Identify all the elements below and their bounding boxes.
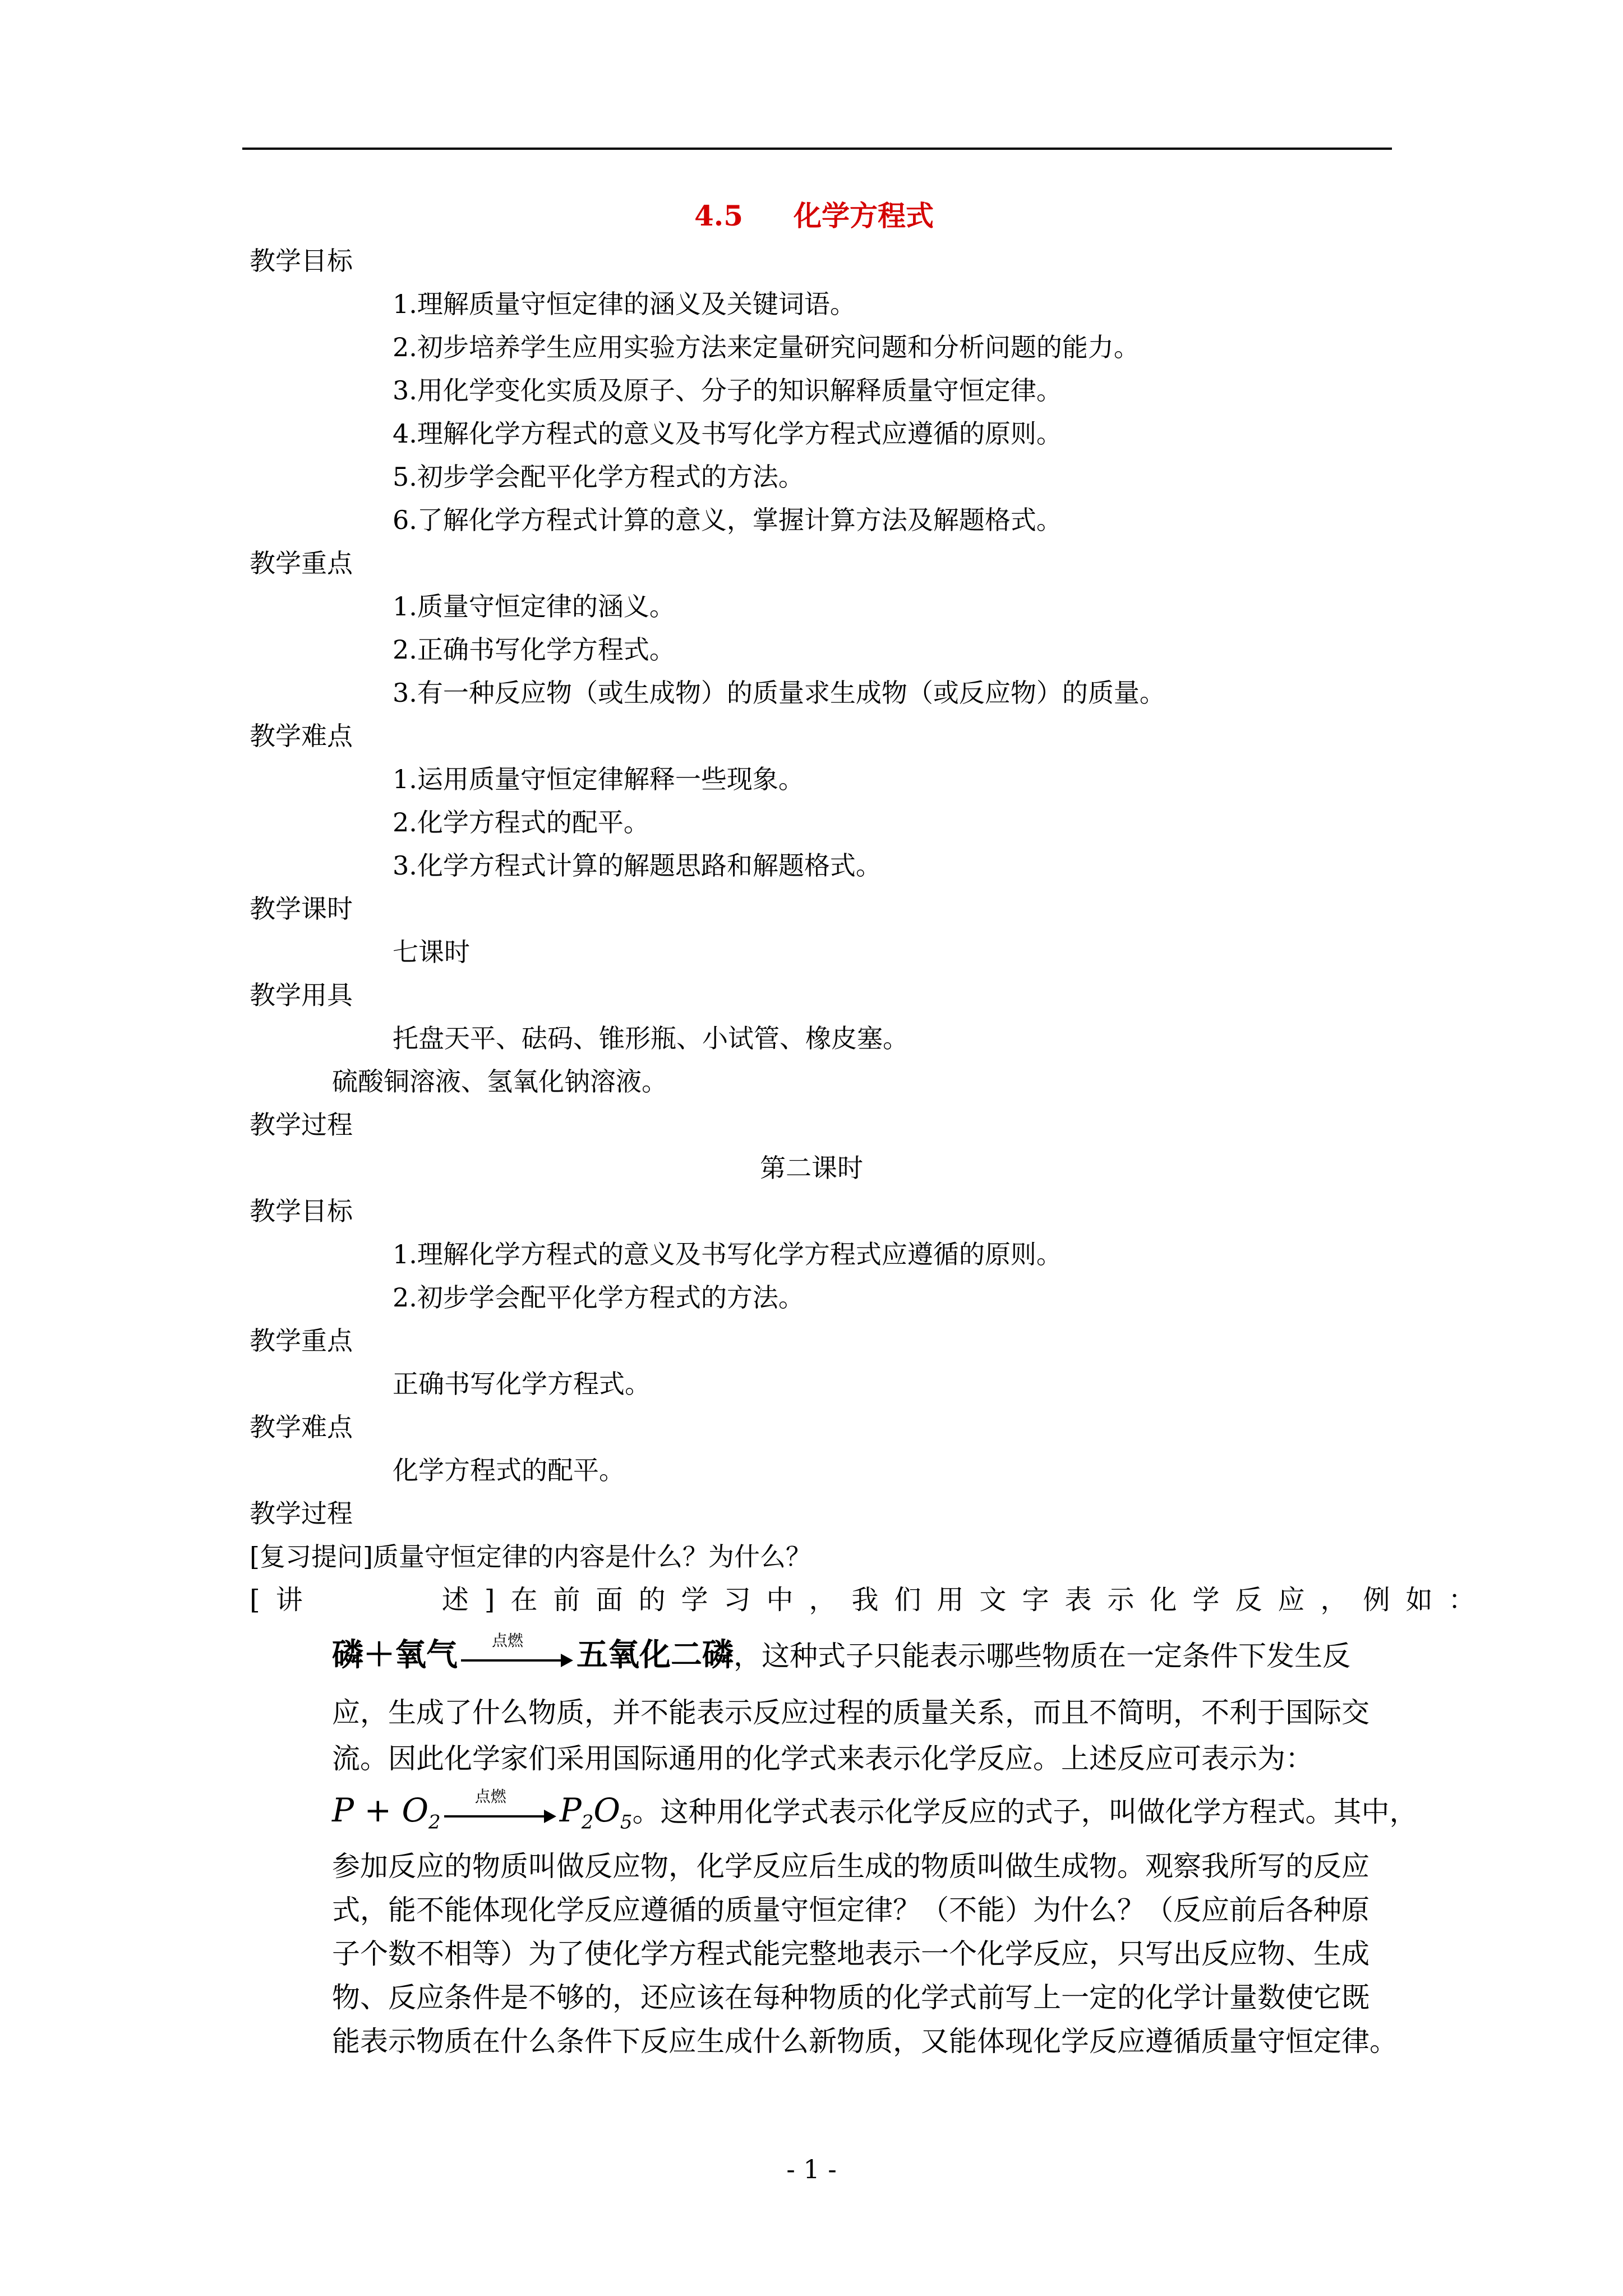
list-item: 4.理解化学方程式的意义及书写化学方程式应遵循的原则。	[393, 418, 1062, 449]
header-rule	[242, 148, 1392, 150]
reaction-arrow-icon	[444, 1787, 556, 1825]
section-heading: 教学过程	[250, 1498, 353, 1529]
list-item: 2.初步学会配平化学方程式的方法。	[393, 1282, 804, 1313]
section-heading: 教学用具	[250, 980, 353, 1010]
list-item: 硫酸铜溶液、氢氧化钠溶液。	[332, 1066, 667, 1097]
paragraph-line: 子个数不相等）为了使化学方程式能完整地表示一个化学反应，只写出反应物、生成	[332, 1938, 1370, 1970]
list-item: 1.运用质量守恒定律解释一些现象。	[393, 764, 804, 794]
page-number: - 1 -	[786, 2154, 837, 2184]
list-item: 正确书写化学方程式。	[393, 1369, 651, 1399]
list-item: 2.正确书写化学方程式。	[393, 634, 675, 665]
section-heading: 教学目标	[250, 1196, 353, 1226]
list-item: 5.初步学会配平化学方程式的方法。	[393, 462, 804, 492]
list-item: 托盘天平、砝码、锥形瓶、小试管、橡皮塞。	[393, 1023, 909, 1053]
review-question: [复习提问]质量守恒定律的内容是什么？为什么？	[250, 1542, 811, 1572]
word-equation-line	[332, 1631, 1350, 1677]
paragraph-line: 能表示物质在什么条件下反应生成什么新物质，又能体现化学反应遵循质量守恒定律。	[332, 2025, 1398, 2058]
section-heading: 教学难点	[250, 1412, 353, 1442]
title-text: 化学方程式	[794, 199, 934, 232]
section-heading: 教学难点	[250, 721, 353, 751]
page-title	[694, 199, 934, 233]
list-item: 七课时	[393, 937, 470, 967]
eq1-reactants: 磷＋氧气	[332, 1636, 458, 1673]
section-heading: 教学过程	[250, 1110, 353, 1140]
lesson-subtitle: 第二课时	[760, 1153, 863, 1183]
reaction-arrow-icon	[461, 1631, 573, 1669]
list-item: 化学方程式的配平。	[393, 1455, 625, 1485]
title-number: 4.5	[694, 199, 743, 232]
section-heading: 教学重点	[250, 1326, 353, 1356]
eq2-reactants: $P + O_2$	[332, 1791, 441, 1834]
list-item: 1.理解质量守恒定律的涵义及关键词语。	[393, 289, 856, 319]
list-item: 3.有一种反应物（或生成物）的质量求生成物（或反应物）的质量。	[393, 678, 1165, 708]
list-item: 2.化学方程式的配平。	[393, 807, 649, 838]
paragraph-line: 参加反应的物质叫做反应物，化学反应后生成的物质叫做生成物。观察我所写的反应	[332, 1850, 1370, 1883]
section-heading: 教学目标	[250, 246, 353, 276]
paragraph-line: 物、反应条件是不够的，还应该在每种物质的化学式前写上一定的化学计量数使它既	[332, 1981, 1370, 2014]
section-heading: 教学重点	[250, 548, 353, 578]
lecture-line	[250, 1583, 1491, 1617]
eq2-product: $P_2O_5$	[559, 1791, 633, 1834]
eq2-condition: 点燃	[474, 1787, 506, 1806]
eq1-condition: 点燃	[492, 1631, 524, 1650]
eq1-tail: ，这种式子只能表示哪些物质在一定条件下发生反	[734, 1640, 1350, 1672]
eq1-product: 五氧化二磷	[577, 1636, 734, 1673]
lecture-label-right: 述]在前面的学习中，我们用文字表示化学反应，例如：	[441, 1584, 1491, 1616]
list-item: 1.质量守恒定律的涵义。	[393, 591, 675, 622]
list-item: 1.理解化学方程式的意义及书写化学方程式应遵循的原则。	[393, 1239, 1062, 1269]
lecture-label-left: [讲	[250, 1584, 319, 1616]
paragraph-line: 式，能不能体现化学反应遵循的质量守恒定律？（不能）为什么？（反应前后各种原	[332, 1894, 1370, 1926]
list-item: 6.了解化学方程式计算的意义，掌握计算方法及解题格式。	[393, 505, 1062, 535]
list-item: 3.用化学变化实质及原子、分子的知识解释质量守恒定律。	[393, 375, 1062, 406]
list-item: 2.初步培养学生应用实验方法来定量研究问题和分析问题的能力。	[393, 332, 1140, 362]
paragraph-line: 流。因此化学家们采用国际通用的化学式来表示化学反应。上述反应可表示为：	[332, 1742, 1313, 1775]
list-item: 3.化学方程式计算的解题思路和解题格式。	[393, 850, 882, 881]
eq2-tail: 。这种用化学式表示化学反应的式子，叫做化学方程式。其中，	[632, 1796, 1418, 1828]
chemical-equation-line	[332, 1789, 1418, 1844]
section-heading: 教学课时	[250, 894, 353, 924]
paragraph-line: 应，生成了什么物质，并不能表示反应过程的质量关系，而且不简明，不利于国际交	[332, 1696, 1370, 1729]
